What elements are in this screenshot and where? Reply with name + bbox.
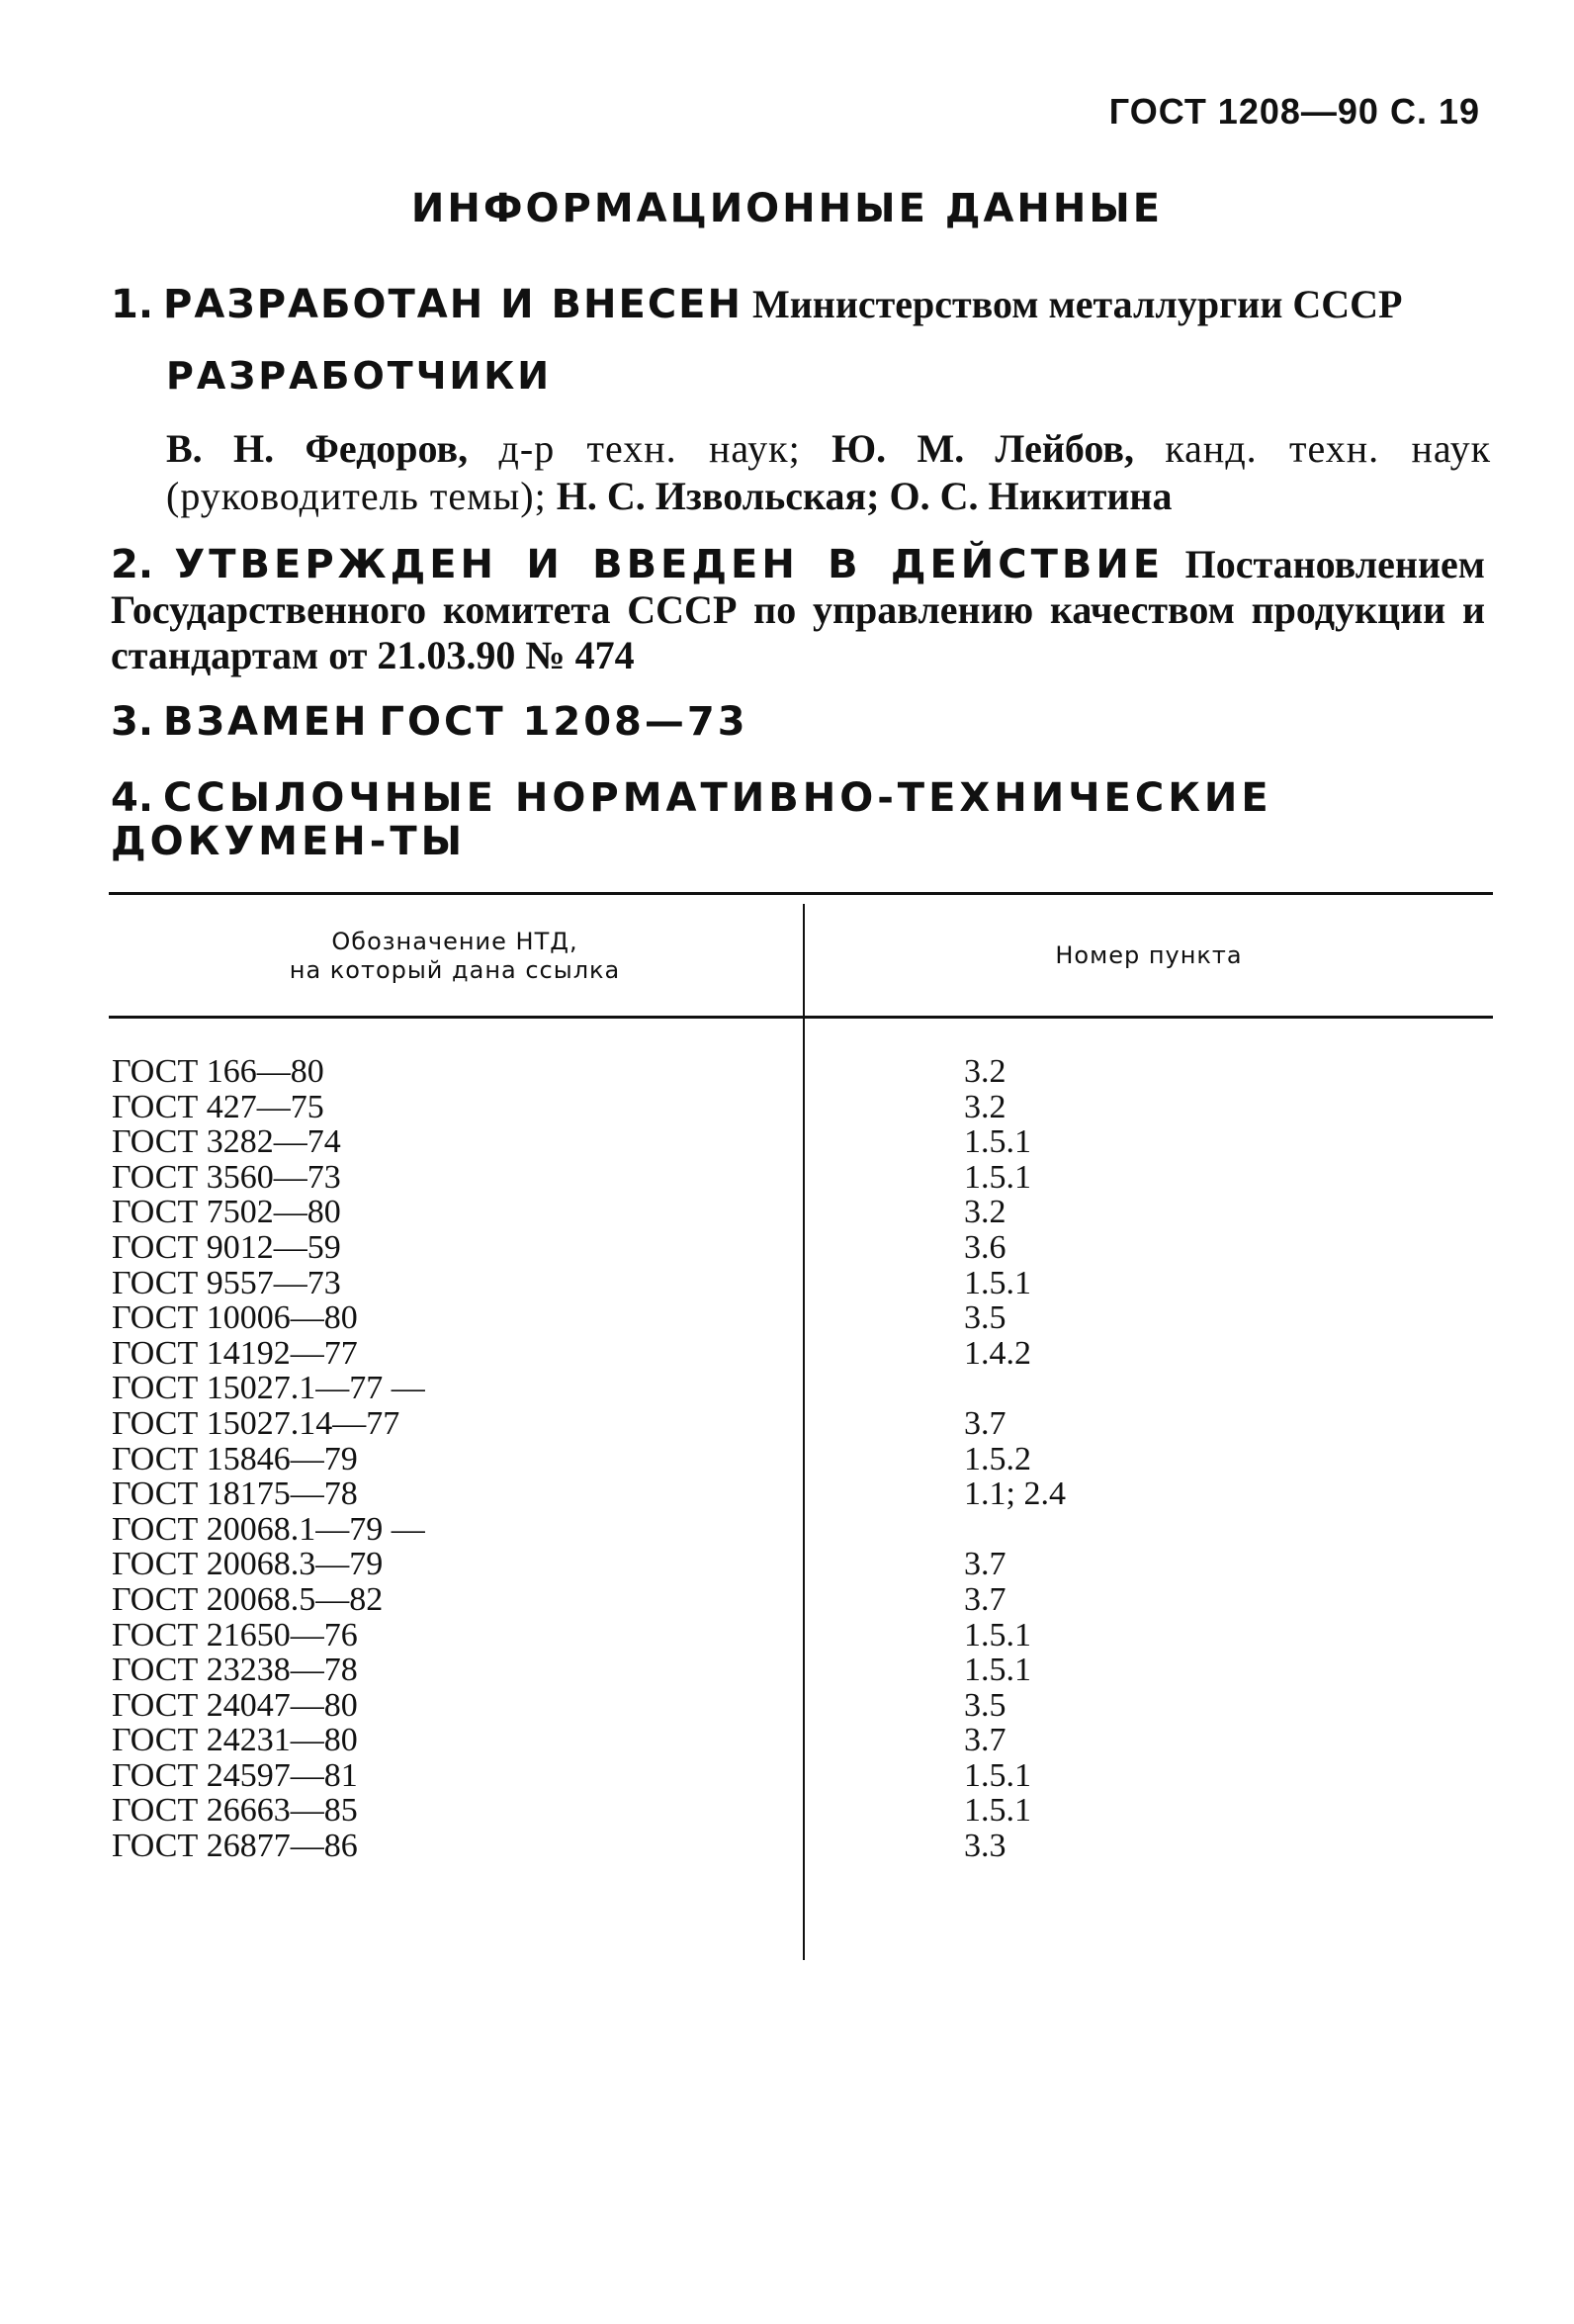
table-row <box>112 1723 1496 1758</box>
table-cell-document: ГОСТ 24597—81 <box>112 1756 358 1794</box>
table-row <box>112 1090 1496 1125</box>
table-cell-document: ГОСТ 7502—80 <box>112 1194 341 1231</box>
table-cell-document: ГОСТ 20068.5—82 <box>112 1580 384 1618</box>
table-cell-document: ГОСТ 21650—76 <box>112 1616 358 1654</box>
developers-heading: РАЗРАБОТЧИКИ <box>166 354 553 398</box>
table-cell-document: ГОСТ 18175—78 <box>112 1475 358 1513</box>
table-cell-item: 1.1; 2.4 <box>964 1475 1066 1513</box>
table-cell-item: 1.4.2 <box>964 1334 1031 1372</box>
section-2-number: 2. <box>111 542 154 587</box>
table-cell-item: 3.2 <box>964 1194 1006 1231</box>
table-cell-document: ГОСТ 20068.3—79 <box>112 1546 384 1583</box>
table-row <box>112 1336 1496 1372</box>
table-row <box>112 1512 1496 1548</box>
table-row <box>112 1442 1496 1477</box>
table-cell-document: ГОСТ 15846—79 <box>112 1440 358 1477</box>
table-header-rule <box>109 1016 1493 1019</box>
section-1 <box>111 282 1402 327</box>
developers-list <box>166 425 1491 520</box>
table-cell-document: ГОСТ 427—75 <box>112 1088 324 1125</box>
page-title: ИНФОРМАЦИОННЫЕ ДАННЫЕ <box>410 186 1164 231</box>
table-row <box>112 1582 1496 1618</box>
section-1-text: Министерством металлургии СССР <box>751 282 1403 326</box>
table-cell-item: 3.6 <box>964 1228 1006 1266</box>
table-row <box>112 1653 1496 1688</box>
table-cell-item: 3.5 <box>964 1299 1006 1337</box>
table-header-document <box>109 928 801 985</box>
section-2-text: Постановлением Государственного комитета СССР по управлению качеством продукции и стандартам от 21.03.90 № 474 <box>111 542 1485 677</box>
table-cell-item: 1.5.1 <box>964 1652 1031 1689</box>
section-3-number: 3. <box>111 699 154 745</box>
section-3 <box>111 699 748 745</box>
table-cell-document: ГОСТ 15027.14—77 <box>112 1404 400 1442</box>
table-cell-document: ГОСТ 15027.1—77 — <box>112 1370 425 1407</box>
section-2 <box>111 542 1485 678</box>
table-row <box>112 1195 1496 1230</box>
table-cell-item: 3.5 <box>964 1686 1006 1724</box>
table-cell-document: ГОСТ 20068.1—79 — <box>112 1510 425 1548</box>
table-cell-item: 3.7 <box>964 1722 1006 1759</box>
table-row <box>112 1829 1496 1864</box>
table-cell-document: ГОСТ 3560—73 <box>112 1158 341 1196</box>
table-header-item: Номер пункта <box>1055 941 1243 969</box>
table-cell-item: 1.5.1 <box>964 1616 1031 1654</box>
table-cell-document: ГОСТ 24047—80 <box>112 1686 358 1724</box>
table-cell-item: 3.7 <box>964 1404 1006 1442</box>
developer-name-2: Ю. М. Лейбов, <box>831 426 1134 471</box>
table-row <box>112 1160 1496 1196</box>
section-2-caps: УТВЕРЖДЕН И ВВЕДЕН В ДЕЙСТВИЕ <box>174 542 1165 587</box>
table-header-document-line-1: Обозначение НТД, <box>331 928 578 955</box>
table-row <box>112 1476 1496 1512</box>
table-cell-document: ГОСТ 166—80 <box>112 1053 324 1090</box>
table-row <box>112 1618 1496 1654</box>
table-cell-document: ГОСТ 26877—86 <box>112 1828 358 1865</box>
table-row <box>112 1406 1496 1442</box>
table-row <box>112 1371 1496 1406</box>
table-cell-item: 1.5.1 <box>964 1123 1031 1161</box>
table-row <box>112 1547 1496 1582</box>
table-cell-item: 1.5.1 <box>964 1264 1031 1301</box>
developer-role-2: канд. техн. наук (руководитель темы); <box>166 426 1492 518</box>
table-cell-item: 1.5.2 <box>964 1440 1031 1477</box>
table-row <box>112 1230 1496 1266</box>
table-cell-document: ГОСТ 9557—73 <box>112 1264 341 1301</box>
table-row <box>112 1266 1496 1301</box>
table-row <box>112 1054 1496 1090</box>
table-top-rule <box>109 892 1493 895</box>
developer-name-4: О. С. Никитина <box>889 474 1173 518</box>
developer-role-1: д-р техн. наук; <box>498 426 801 471</box>
section-1-caps: РАЗРАБОТАН И ВНЕСЕН <box>163 282 743 327</box>
section-1-number: 1. <box>111 282 154 327</box>
section-4-caps: ССЫЛОЧНЫЕ НОРМАТИВНО-ТЕХНИЧЕСКИЕ ДОКУМЕН-ТЫ <box>111 775 1272 864</box>
table-cell-item: 3.2 <box>964 1053 1006 1090</box>
table-cell-item: 3.7 <box>964 1580 1006 1618</box>
table-cell-item: 3.2 <box>964 1088 1006 1125</box>
page-header: ГОСТ 1208—90 С. 19 <box>1108 91 1480 132</box>
table-header-document-line-2: на который дана ссылка <box>289 956 621 984</box>
table-cell-document: ГОСТ 10006—80 <box>112 1299 358 1337</box>
table-row <box>112 1124 1496 1160</box>
table-cell-document: ГОСТ 23238—78 <box>112 1652 358 1689</box>
table-cell-document: ГОСТ 9012—59 <box>112 1228 341 1266</box>
table-cell-document: ГОСТ 14192—77 <box>112 1334 358 1372</box>
section-4-number: 4. <box>111 775 154 821</box>
table-row <box>112 1688 1496 1724</box>
table-row <box>112 1758 1496 1794</box>
section-3-text: ГОСТ 1208—73 <box>379 699 748 745</box>
table-row <box>112 1300 1496 1336</box>
table-cell-document: ГОСТ 26663—85 <box>112 1792 358 1830</box>
table-cell-document: ГОСТ 3282—74 <box>112 1123 341 1161</box>
table-cell-item: 1.5.1 <box>964 1158 1031 1196</box>
developer-name-3: Н. С. Извольская; <box>556 474 880 518</box>
developer-name-1: В. Н. Федоров, <box>166 426 469 471</box>
table-cell-item: 3.7 <box>964 1546 1006 1583</box>
table-cell-item: 1.5.1 <box>964 1756 1031 1794</box>
table-row <box>112 1793 1496 1829</box>
table-cell-item: 3.3 <box>964 1828 1006 1865</box>
section-3-caps: ВЗАМЕН <box>163 699 370 745</box>
section-4 <box>111 776 1495 863</box>
table-cell-item: 1.5.1 <box>964 1792 1031 1830</box>
table-cell-document: ГОСТ 24231—80 <box>112 1722 358 1759</box>
table-body <box>112 1054 1496 1864</box>
